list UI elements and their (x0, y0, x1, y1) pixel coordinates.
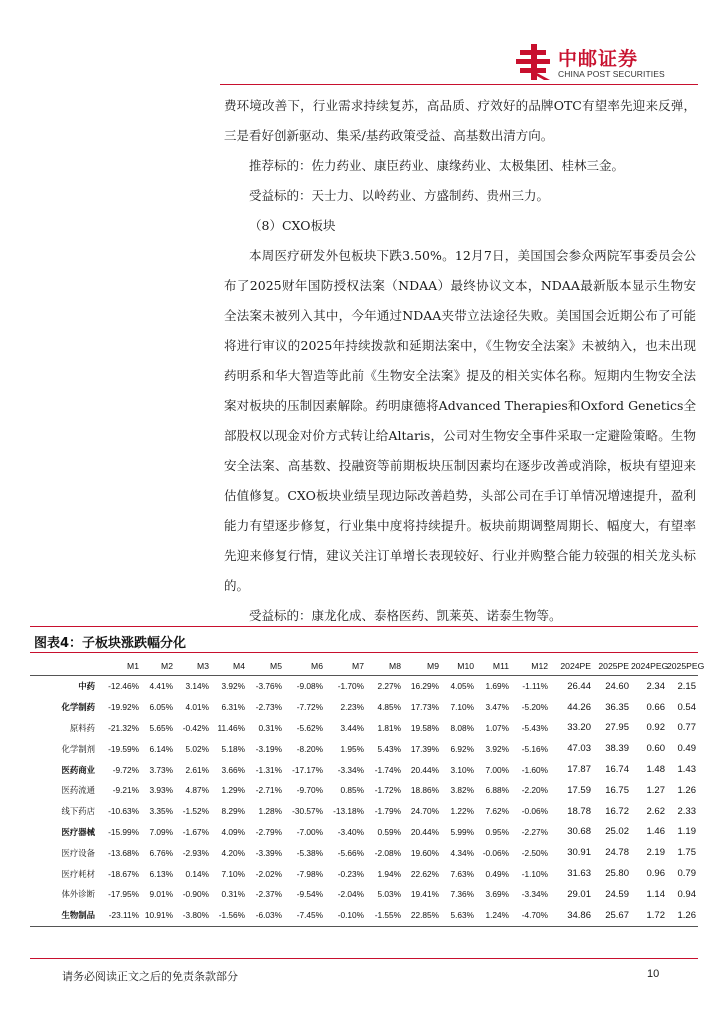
table-cell: 6.31% (221, 702, 245, 713)
table-cell: 11.46% (217, 722, 245, 733)
table-cell: 6.14% (149, 743, 173, 754)
table-cell: -7.45% (296, 910, 323, 921)
table-cell: -7.98% (296, 868, 323, 879)
table-cell: -6.03% (255, 910, 282, 921)
table-cell: 7.00% (485, 764, 509, 775)
table-cell: 4.09% (221, 826, 245, 837)
page-number: 10 (647, 968, 660, 980)
table-cell: 1.69% (485, 681, 509, 692)
table-cell: -1.70% (337, 681, 364, 692)
table-cell: 1.94% (377, 868, 401, 879)
table-cell: 0.92 (646, 722, 665, 734)
column-header: M9 (427, 660, 439, 671)
table-row (30, 780, 698, 801)
table-cell: 16.74 (605, 764, 629, 776)
table-cell: 2.15 (677, 680, 696, 692)
table-cell: -9.70% (296, 785, 323, 796)
table-cell: 1.19 (677, 826, 696, 838)
column-header: M10 (457, 660, 474, 671)
table-cell: 2.61% (185, 764, 209, 775)
table-cell: 24.60 (605, 680, 629, 692)
table-cell: 26.44 (567, 680, 591, 692)
sector-name: 医疗耗材 (61, 868, 95, 879)
table-cell: 5.18% (221, 743, 245, 754)
table-cell: 3.66% (221, 764, 245, 775)
brand-logo (514, 42, 694, 82)
table-cell: 1.72 (646, 909, 665, 921)
table-cell: 5.65% (149, 722, 173, 733)
table-cell: 17.59 (567, 784, 591, 796)
column-header: M11 (492, 660, 509, 671)
table-cell: 3.69% (485, 889, 509, 900)
table-cell: 3.47% (485, 702, 509, 713)
table-cell: 33.20 (567, 722, 591, 734)
table-cell: 47.03 (567, 743, 591, 755)
china-post-logo-icon (514, 42, 554, 82)
table-cell: -1.10% (521, 868, 548, 879)
table-cell: 17.39% (410, 743, 439, 754)
table-cell: 7.63% (450, 868, 474, 879)
table-cell: 1.28% (258, 806, 282, 817)
table-cell: 7.36% (450, 889, 474, 900)
sector-name: 医疗器械 (61, 826, 95, 837)
table-row (30, 738, 698, 759)
table-cell: 1.95% (340, 743, 364, 754)
table-cell: 7.09% (149, 826, 173, 837)
column-header: 2024PEG (631, 660, 669, 671)
sector-name: 医药流通 (61, 785, 95, 796)
table-cell: -3.34% (337, 764, 364, 775)
table-cell: 2.27% (377, 681, 401, 692)
column-header: M4 (233, 660, 245, 671)
table-cell: -3.34% (521, 889, 548, 900)
table-cell: 1.26 (677, 784, 696, 796)
table-row (30, 676, 698, 697)
table-cell: 17.73% (410, 702, 439, 713)
sector-name: 体外诊断 (61, 889, 95, 900)
table-cell: -0.42% (182, 722, 209, 733)
table-cell: -0.23% (337, 868, 364, 879)
column-header: M8 (389, 660, 401, 671)
table-cell: 1.24% (485, 910, 509, 921)
table-cell: 16.72 (605, 805, 629, 817)
column-header: M12 (531, 660, 548, 671)
body-text (224, 91, 696, 631)
table-cell: -1.60% (521, 764, 548, 775)
table-cell: -0.10% (337, 910, 364, 921)
table-cell: 1.81% (377, 722, 401, 733)
table-cell: -17.17% (292, 764, 323, 775)
table-cell: 3.44% (340, 722, 364, 733)
table-row (30, 801, 698, 822)
table-cell: 2.33 (677, 805, 696, 817)
table-cell: 3.14% (185, 681, 209, 692)
table-cell: 19.58% (410, 722, 439, 733)
table-cell: 0.31% (221, 889, 245, 900)
table-cell: -9.54% (296, 889, 323, 900)
table-cell: -3.19% (255, 743, 282, 754)
table-cell: 3.93% (149, 785, 173, 796)
table-cell: 30.91 (567, 847, 591, 859)
table-cell: -13.18% (333, 806, 364, 817)
table-cell: 9.01% (149, 889, 173, 900)
table-cell: 29.01 (567, 888, 591, 900)
table-cell: -2.20% (521, 785, 548, 796)
table-cell: 0.49% (485, 868, 509, 879)
table-cell: 31.63 (567, 868, 591, 880)
paragraph: 费环境改善下，行业需求持续复苏，高品质、疗效好的品牌OTC有望率先迎来反弹，三是看好创新驱动、集采/基药政策受益、高基数出清方向。 (224, 98, 696, 143)
table-cell: 16.29% (410, 681, 439, 692)
table-cell: 3.82% (450, 785, 474, 796)
sector-name: 原料药 (69, 722, 95, 733)
column-header-sector (30, 656, 101, 676)
table-cell: -4.70% (521, 910, 548, 921)
column-header: M1 (127, 660, 139, 671)
table-cell: -0.90% (182, 889, 209, 900)
table-cell: -30.57% (292, 806, 323, 817)
table-cell: -2.50% (521, 847, 548, 858)
table-row (30, 822, 698, 843)
table-cell: 22.85% (410, 910, 439, 921)
table-row (30, 905, 698, 926)
table-cell: -2.37% (255, 889, 282, 900)
table-cell: -5.38% (296, 847, 323, 858)
sector-name: 生物制品 (61, 910, 95, 921)
table-cell: 5.43% (377, 743, 401, 754)
table-cell: 1.27 (646, 784, 665, 796)
table-row (30, 697, 698, 718)
table-cell: -1.67% (182, 826, 209, 837)
table-cell: -15.99% (108, 826, 139, 837)
table-cell: -3.40% (337, 826, 364, 837)
table-cell: 0.77 (677, 722, 696, 734)
table-cell: -1.72% (374, 785, 401, 796)
table-cell: -2.73% (255, 702, 282, 713)
table-cell: 24.78 (605, 847, 629, 859)
table-cell: 16.75 (605, 784, 629, 796)
table-cell: 1.07% (485, 722, 509, 733)
brand-name-cn: 中邮证券 (558, 48, 639, 70)
table-cell: 20.44% (410, 764, 439, 775)
table-header-row (30, 656, 698, 676)
figure-title: 图表4：子板块涨跌幅分化 (34, 636, 187, 651)
table-cell: 4.34% (450, 847, 474, 858)
table-cell: 1.14 (646, 888, 665, 900)
table-cell: 1.26 (677, 909, 696, 921)
table-cell: 4.20% (221, 847, 245, 858)
table-cell: -5.16% (521, 743, 548, 754)
table-cell: 4.01% (185, 702, 209, 713)
table-cell: 38.39 (605, 743, 629, 755)
table-cell: 1.22% (450, 806, 474, 817)
beneficiary-stocks: 受益标的：天士力、以岭药业、方盛制药、贵州三力。 (249, 188, 550, 203)
column-header: 2024PE (560, 660, 591, 671)
table-cell: -13.68% (108, 847, 139, 858)
table-cell: 3.92% (485, 743, 509, 754)
table-cell: -2.27% (521, 826, 548, 837)
table-cell: -1.55% (374, 910, 401, 921)
table-cell: -1.31% (255, 764, 282, 775)
table-cell: 3.10% (450, 764, 474, 775)
table-row (30, 718, 698, 739)
table-cell: 30.68 (567, 826, 591, 838)
table-cell: 3.35% (149, 806, 173, 817)
table-row (30, 884, 698, 905)
table-cell: 5.63% (450, 910, 474, 921)
table-cell: 0.94 (677, 888, 696, 900)
table-cell: -10.63% (108, 806, 139, 817)
table-cell: 18.86% (410, 785, 439, 796)
table-cell: -2.79% (255, 826, 282, 837)
table-cell: 1.43 (677, 764, 696, 776)
table-cell: -1.52% (182, 806, 209, 817)
column-header: M7 (352, 660, 364, 671)
table-cell: 1.75 (677, 847, 696, 859)
table-cell: 5.03% (377, 889, 401, 900)
table-cell: -0.06% (521, 806, 548, 817)
table-cell: -1.11% (522, 681, 548, 692)
table-cell: 24.70% (410, 806, 439, 817)
table-cell: 27.95 (605, 722, 629, 734)
table-cell: -12.46% (108, 681, 139, 692)
footer-disclaimer: 请务必阅读正文之后的免责条款部分 (62, 970, 238, 983)
table-cell: 0.79 (677, 868, 696, 880)
table-cell: 5.99% (450, 826, 474, 837)
table-cell: -19.59% (108, 743, 139, 754)
table-cell: -9.08% (296, 681, 323, 692)
table-cell: 6.76% (149, 847, 173, 858)
brand-name-en: CHINA POST SECURITIES (558, 69, 665, 79)
table-cell: 36.35 (605, 701, 629, 713)
table-cell: 44.26 (567, 701, 591, 713)
column-header: M2 (161, 660, 173, 671)
table-cell: 6.92% (450, 743, 474, 754)
table-cell: 0.95% (485, 826, 509, 837)
table-cell: -5.43% (521, 722, 548, 733)
table-row (30, 759, 698, 780)
table-cell: 0.31% (258, 722, 282, 733)
table-cell: 25.80 (605, 868, 629, 880)
table-cell: 1.48 (646, 764, 665, 776)
table-cell: -3.80% (182, 910, 209, 921)
table-cell: -21.32% (108, 722, 139, 733)
table-cell: 34.86 (567, 909, 591, 921)
table-cell: -1.56% (218, 910, 245, 921)
table-cell: -2.02% (255, 868, 282, 879)
sector-name: 医药商业 (61, 764, 95, 775)
table-cell: 0.49 (677, 743, 696, 755)
table-row (30, 863, 698, 884)
column-header: M6 (311, 660, 323, 671)
table-cell: 0.54 (677, 701, 696, 713)
table-cell: 25.02 (605, 826, 629, 838)
recommended-stocks: 推荐标的：佐力药业、康臣药业、康缘药业、太极集团、桂林三金。 (249, 158, 625, 173)
table-cell: -7.72% (296, 702, 323, 713)
table-cell: 4.05% (450, 681, 474, 692)
table-cell: -2.71% (255, 785, 282, 796)
table-cell: 20.44% (410, 826, 439, 837)
table-cell: 2.34 (646, 680, 665, 692)
table-cell: 3.73% (149, 764, 173, 775)
table-cell: -9.72% (112, 764, 139, 775)
header-divider (220, 84, 698, 85)
table-cell: 8.08% (450, 722, 474, 733)
table-cell: -2.08% (374, 847, 401, 858)
table-cell: 24.59 (605, 888, 629, 900)
table-cell: -17.95% (108, 889, 139, 900)
column-header: M5 (270, 660, 282, 671)
table-cell: 0.60 (646, 743, 665, 755)
table-cell: 22.62% (410, 868, 439, 879)
table-cell: 19.41% (410, 889, 439, 900)
table-cell: 6.88% (485, 785, 509, 796)
table-cell: 8.29% (221, 806, 245, 817)
section-heading: （8）CXO板块 (249, 218, 336, 233)
table-cell: -5.62% (296, 722, 323, 733)
table-cell: -23.11% (108, 910, 139, 921)
sector-name: 医疗设备 (61, 847, 95, 858)
table-cell: -0.06% (482, 847, 509, 858)
table-cell: 2.62 (646, 805, 665, 817)
table-cell: 0.14% (185, 868, 209, 879)
table-cell: 0.59% (377, 826, 401, 837)
column-header: M3 (197, 660, 209, 671)
subsector-performance-table (30, 656, 705, 927)
sector-name: 中药 (78, 681, 95, 692)
table-cell: -3.76% (255, 681, 282, 692)
table-cell: 18.78 (567, 805, 591, 817)
table-cell: 2.23% (340, 702, 364, 713)
table-cell: 6.13% (149, 868, 173, 879)
table-cell: 7.10% (450, 702, 474, 713)
table-cell: 2.19 (646, 847, 665, 859)
table-cell: 4.41% (149, 681, 173, 692)
table-cell: -9.21% (112, 785, 139, 796)
table-row (30, 842, 698, 863)
sector-name: 线下药店 (61, 806, 95, 817)
table-cell: 0.66 (646, 701, 665, 713)
figure-title-rule (30, 652, 698, 653)
table-cell: -7.00% (296, 826, 323, 837)
sector-name: 化学制药 (61, 702, 95, 713)
table-cell: -5.20% (521, 702, 548, 713)
table-cell: 19.60% (410, 847, 439, 858)
table-cell: 0.85% (340, 785, 364, 796)
table-cell: 3.92% (221, 681, 245, 692)
table-cell: -2.93% (182, 847, 209, 858)
table-cell: 0.96 (646, 868, 665, 880)
table-cell: 4.87% (185, 785, 209, 796)
table-cell: -2.04% (337, 889, 364, 900)
table-cell: 7.62% (485, 806, 509, 817)
paragraph: 本周医疗研发外包板块下跌3.50%。12月7日，美国国会参众两院军事委员会公布了2025财年国防授权法案（NDAA）最终协议文本，NDAA最新版本显示生物安全法案未被列入其中，今年通过NDAA夹带立法途径失败。美国国会近期公布了可能将进行审议的2025年持续拨款和延期法案中，《生物安全法案》未被纳入，也未出现药明系和华大智造等此前《生物安全法案》提及的相关实体名称。短期内生物安全法案对板块的压制因素解除。药明康德将Advanced Therapies和Oxford Genetics全部股权以现金对价方式转让给Altaris，公司对生物安全事件采取一定避险策略。生物安全法案、高基数、投融资等前期板块压制因素均在逐步改善或消除，板块有望迎来估值修复。CXO板块业绩呈现边际改善趋势，头部公司在手订单情况增速提升，盈利能力有望逐步修复，行业集中度将持续提升。板块前期调整周期长、幅度大，有望率先迎来修复行情，建议关注订单增长表现较好、行业并购整合能力较强的相关龙头标的。 (224, 248, 696, 593)
table-cell: 17.87 (567, 764, 591, 776)
table-cell: 1.46 (646, 826, 665, 838)
table-cell: -5.66% (337, 847, 364, 858)
sector-name: 化学制剂 (61, 743, 95, 754)
beneficiary-stocks: 受益标的：康龙化成、泰格医药、凯莱英、诺泰生物等。 (249, 608, 562, 623)
table-cell: -1.79% (374, 806, 401, 817)
table-cell: 25.67 (605, 909, 629, 921)
figure-top-rule (30, 626, 698, 627)
table-cell: -8.20% (296, 743, 323, 754)
table-cell: 7.10% (221, 868, 245, 879)
table-cell: -19.92% (108, 702, 139, 713)
table-cell: 5.02% (185, 743, 209, 754)
table-cell: -18.67% (108, 868, 139, 879)
footer-divider (30, 958, 698, 959)
column-header: 2025PEG (667, 660, 705, 671)
column-header: 2025PE (598, 660, 629, 671)
table-cell: 6.05% (149, 702, 173, 713)
table-cell: -1.74% (374, 764, 401, 775)
table-cell: 10.91% (144, 910, 173, 921)
table-cell: 4.85% (377, 702, 401, 713)
table-cell: 1.29% (221, 785, 245, 796)
table-cell: -3.39% (255, 847, 282, 858)
